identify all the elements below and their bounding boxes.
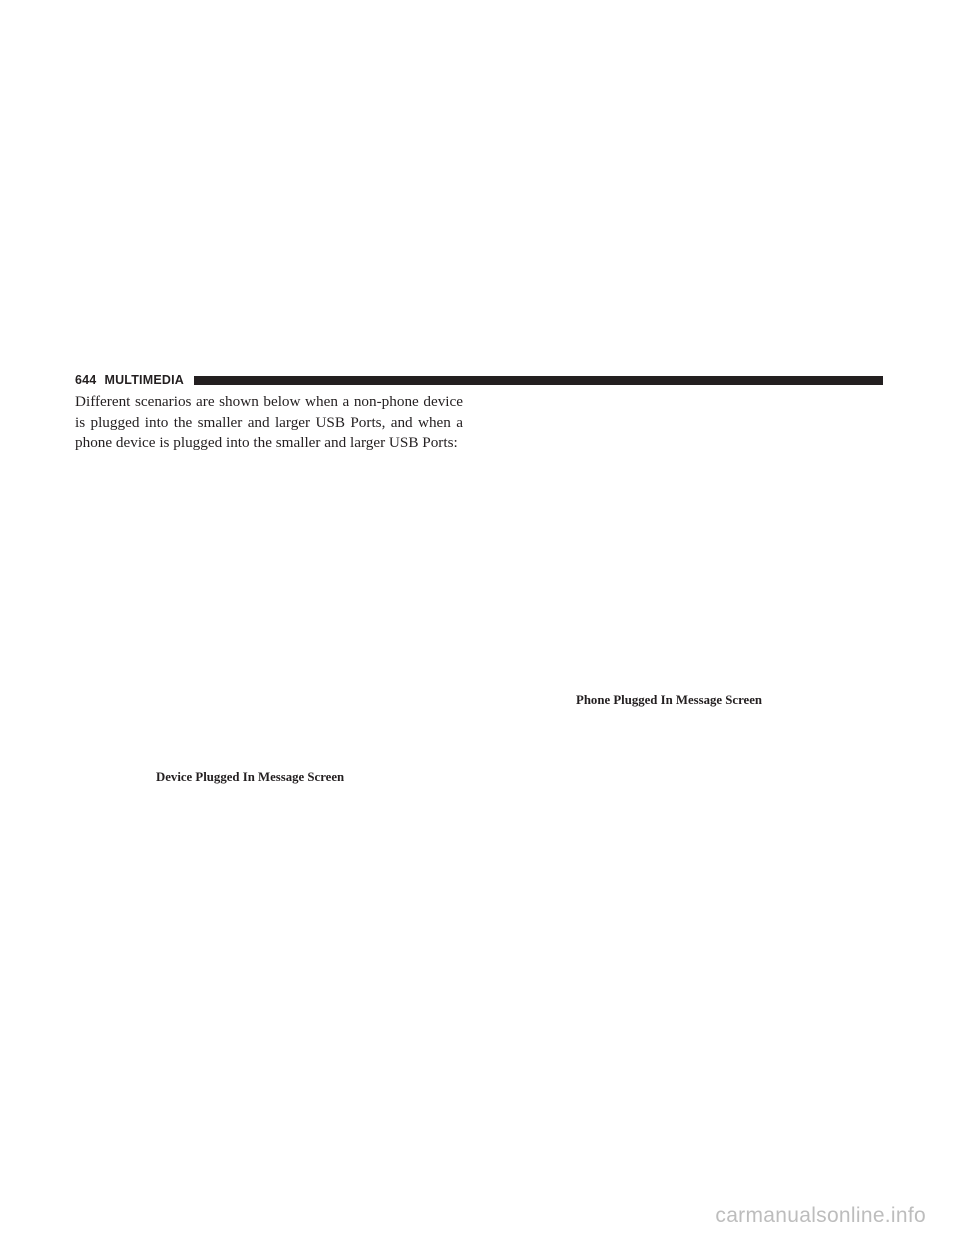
body-paragraph: Different scenarios are shown below when a non-phone device is plugged into the smaller and larger USB Ports, and when a phone device is plugged into the smaller and larger USB Ports: xyxy=(75,393,463,451)
section-title: MULTIMEDIA xyxy=(104,373,185,387)
watermark-link[interactable]: carmanualsonline.info xyxy=(715,1204,926,1227)
phone-plugged-in-image xyxy=(496,410,884,680)
device-plugged-in-caption: Device Plugged In Message Screen xyxy=(156,770,345,784)
page-number: 644 xyxy=(75,373,97,387)
page-header xyxy=(75,372,883,388)
device-plugged-in-image xyxy=(75,490,463,760)
header-rule xyxy=(194,376,883,385)
phone-plugged-in-caption: Phone Plugged In Message Screen xyxy=(576,693,763,707)
